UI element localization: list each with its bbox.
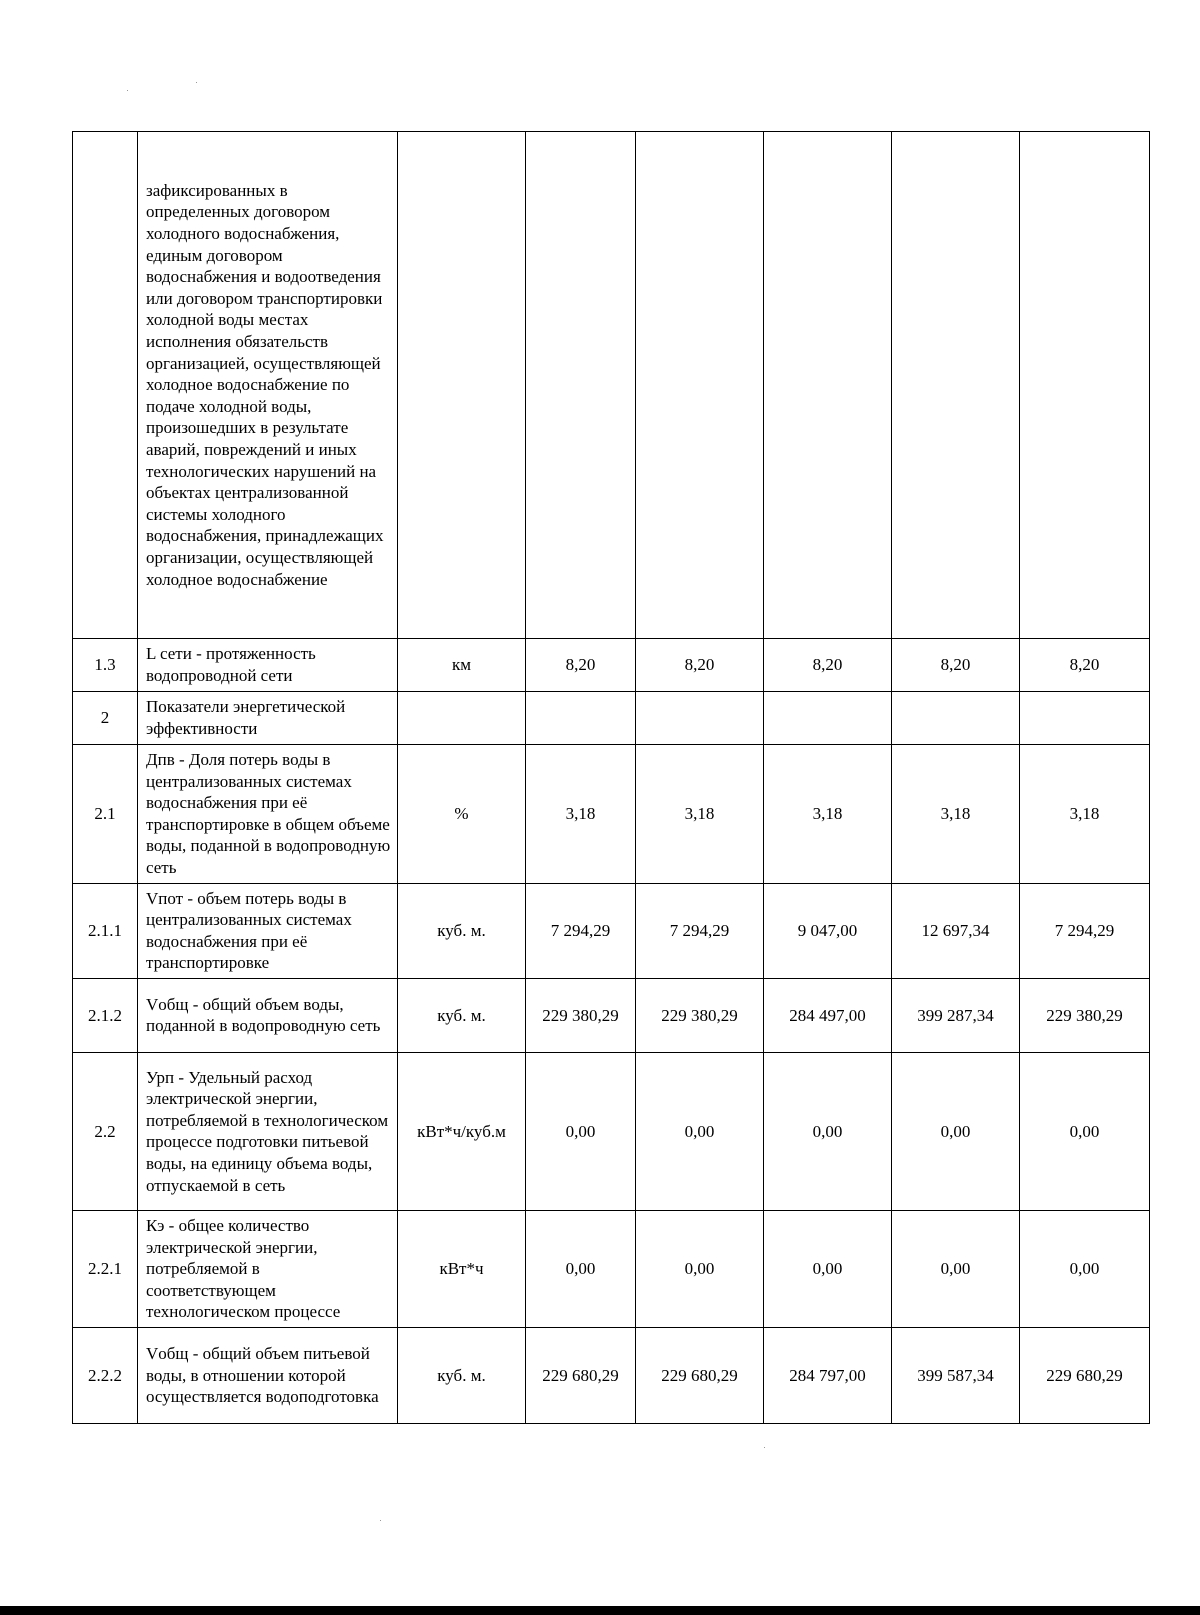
value-cell: 0,00 xyxy=(764,1052,892,1210)
value-cell: 12 697,34 xyxy=(892,883,1020,978)
value-cell: 229 380,29 xyxy=(526,978,636,1052)
value-cell: 8,20 xyxy=(764,639,892,692)
value-cell: 9 047,00 xyxy=(764,883,892,978)
indicator-name: Урп - Удельный расход электрической энергии, потребляемой в технологическом процессе подготовки питьевой воды, на единицу объема воды, отпускаемой в сеть xyxy=(138,1052,398,1210)
value-cell: 0,00 xyxy=(636,1052,764,1210)
value-cell: 0,00 xyxy=(892,1052,1020,1210)
value-cell xyxy=(636,692,764,745)
value-cell: 7 294,29 xyxy=(526,883,636,978)
table-row xyxy=(73,1210,1150,1327)
value-cell: 284 497,00 xyxy=(764,978,892,1052)
indicator-name: Кэ - общее количество электрической энергии, потребляемой в соответствующем технологическом процессе xyxy=(138,1210,398,1327)
value-cell: 8,20 xyxy=(526,639,636,692)
table-row xyxy=(73,639,1150,692)
value-cell: 229 680,29 xyxy=(1020,1327,1150,1423)
value-cell: 399 587,34 xyxy=(892,1327,1020,1423)
value-cell: 8,20 xyxy=(636,639,764,692)
value-cell: 0,00 xyxy=(526,1052,636,1210)
table-row xyxy=(73,1327,1150,1423)
unit-cell: кВт*ч xyxy=(398,1210,526,1327)
value-cell: 0,00 xyxy=(1020,1052,1150,1210)
indicator-name: Vобщ - общий объем воды, поданной в водопроводную сеть xyxy=(138,978,398,1052)
value-cell: 7 294,29 xyxy=(1020,883,1150,978)
value-cell: 0,00 xyxy=(892,1210,1020,1327)
row-number: 1.3 xyxy=(73,639,138,692)
value-cell: 0,00 xyxy=(1020,1210,1150,1327)
scan-speck xyxy=(127,90,128,91)
indicators-table xyxy=(72,131,1150,1424)
unit-cell: куб. м. xyxy=(398,883,526,978)
scan-speck xyxy=(380,1520,381,1521)
table-row xyxy=(73,692,1150,745)
value-cell: 3,18 xyxy=(764,745,892,884)
value-cell: 229 380,29 xyxy=(636,978,764,1052)
value-cell xyxy=(636,132,764,639)
value-cell: 8,20 xyxy=(1020,639,1150,692)
value-cell: 0,00 xyxy=(636,1210,764,1327)
table-body xyxy=(73,132,1150,1424)
scan-edge-bar xyxy=(0,1606,1200,1615)
row-number: 2 xyxy=(73,692,138,745)
table-row xyxy=(73,883,1150,978)
value-cell xyxy=(1020,132,1150,639)
value-cell: 284 797,00 xyxy=(764,1327,892,1423)
row-number xyxy=(73,132,138,639)
unit-cell xyxy=(398,132,526,639)
unit-cell: куб. м. xyxy=(398,978,526,1052)
indicator-name: Vобщ - общий объем питьевой воды, в отношении которой осуществляется водоподготовка xyxy=(138,1327,398,1423)
value-cell: 7 294,29 xyxy=(636,883,764,978)
unit-cell: куб. м. xyxy=(398,1327,526,1423)
row-number: 2.2.2 xyxy=(73,1327,138,1423)
row-number: 2.1.1 xyxy=(73,883,138,978)
row-number: 2.1 xyxy=(73,745,138,884)
indicator-name: Vпот - объем потерь воды в централизованных системах водоснабжения при её транспортировке xyxy=(138,883,398,978)
value-cell xyxy=(526,692,636,745)
value-cell: 229 680,29 xyxy=(526,1327,636,1423)
value-cell: 3,18 xyxy=(1020,745,1150,884)
unit-cell xyxy=(398,692,526,745)
unit-cell: кВт*ч/куб.м xyxy=(398,1052,526,1210)
table-row xyxy=(73,745,1150,884)
value-cell: 3,18 xyxy=(892,745,1020,884)
value-cell: 229 680,29 xyxy=(636,1327,764,1423)
value-cell: 229 380,29 xyxy=(1020,978,1150,1052)
unit-cell: км xyxy=(398,639,526,692)
table-row xyxy=(73,1052,1150,1210)
indicator-name: Дпв - Доля потерь воды в централизованных системах водоснабжения при её транспортировке в общем объеме воды, поданной в водопроводную сеть xyxy=(138,745,398,884)
scan-speck xyxy=(196,82,197,83)
value-cell: 0,00 xyxy=(764,1210,892,1327)
value-cell xyxy=(1020,692,1150,745)
table-row xyxy=(73,132,1150,639)
value-cell: 0,00 xyxy=(526,1210,636,1327)
value-cell: 3,18 xyxy=(636,745,764,884)
indicator-name: Показатели энергетической эффективности xyxy=(138,692,398,745)
scan-speck xyxy=(764,1447,765,1448)
value-cell: 3,18 xyxy=(526,745,636,884)
row-number: 2.2.1 xyxy=(73,1210,138,1327)
unit-cell: % xyxy=(398,745,526,884)
value-cell: 8,20 xyxy=(892,639,1020,692)
value-cell xyxy=(764,132,892,639)
row-number: 2.1.2 xyxy=(73,978,138,1052)
value-cell: 399 287,34 xyxy=(892,978,1020,1052)
indicator-name: зафиксированных в определенных договором холодного водоснабжения, единым договором водоснабжения и водоотведения или договором транспортировки холодной воды местах исполнения обязательств организацией, осуществляющей холодное водоснабжение по подаче холодной воды, произошедших в результате аварий, повреждений и иных технологических нарушений на объектах централизованной системы холодного водоснабжения, принадлежащих организации, осуществляющей холодное водоснабжение xyxy=(138,132,398,639)
value-cell xyxy=(892,132,1020,639)
row-number: 2.2 xyxy=(73,1052,138,1210)
value-cell xyxy=(764,692,892,745)
table-row xyxy=(73,978,1150,1052)
indicator-name: L сети - протяженность водопроводной сети xyxy=(138,639,398,692)
value-cell xyxy=(526,132,636,639)
value-cell xyxy=(892,692,1020,745)
